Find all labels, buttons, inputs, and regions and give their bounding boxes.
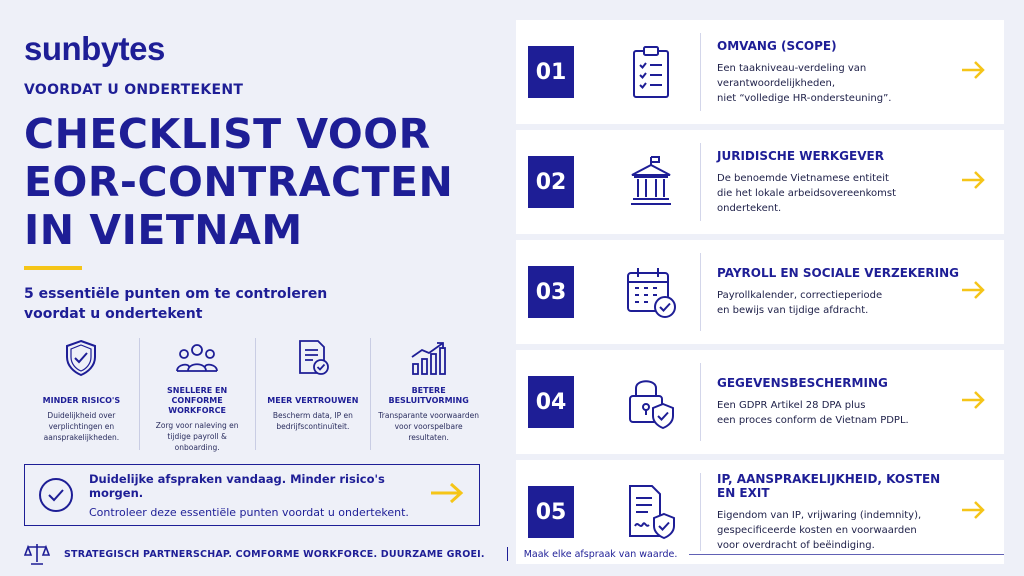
brand-logo: sunbytes [24, 30, 165, 67]
lock-shield-icon [614, 374, 688, 430]
benefit-title: BETERE BESLUITVORMING [388, 386, 469, 405]
shield-check-icon [28, 338, 135, 378]
callout-box [24, 464, 480, 526]
arrow-right-icon [960, 500, 986, 524]
checklist-card [516, 350, 1004, 454]
desc-line: verantwoordelijkheden, [717, 77, 836, 89]
benefit-title: MINDER RISICO'S [42, 396, 121, 405]
calendar-check-icon [614, 265, 688, 319]
item-title: IP, AANSPRAKELIJKHEID, KOSTEN EN EXIT [717, 471, 941, 500]
footer-separator [507, 547, 508, 561]
divider [700, 143, 701, 221]
divider [700, 253, 701, 331]
title-line-3: IN VIETNAM [24, 206, 303, 254]
item-desc [717, 171, 960, 216]
desc-line: niet “volledige HR-ondersteuning”. [717, 92, 892, 104]
item-number: 04 [528, 376, 574, 428]
benefit-item [140, 338, 256, 450]
desc-line: De benoemde Vietnamese entiteit [717, 172, 889, 184]
benefit-desc: Transparante voorwaarden voor voorspelbare resultaten. [378, 411, 479, 442]
benefit-title: MEER VERTROUWEN [267, 396, 359, 405]
desc-line: die het lokale arbeidsovereenkomst [717, 187, 897, 199]
item-desc [717, 61, 960, 106]
item-number: 03 [528, 266, 574, 318]
checklist-card [516, 240, 1004, 344]
desc-line: Eigendom van IP, vrijwaring (indemnity), [717, 509, 922, 521]
item-title: PAYROLL EN SOCIALE VERZEKERING [717, 266, 959, 280]
benefit-item [256, 338, 372, 450]
arrow-right-icon [960, 170, 986, 194]
arrow-right-icon [960, 60, 986, 84]
kicker-text: VOORDAT U ONDERTEKENT [24, 82, 244, 98]
arrow-right-icon [429, 482, 465, 508]
left-panel [24, 0, 494, 530]
title-line-1: CHECKLIST VOOR [24, 110, 431, 158]
clipboard-checklist-icon [614, 45, 688, 99]
item-desc [717, 398, 960, 428]
benefit-title: SNELLERE EN CONFORME WORKFORCE [167, 386, 228, 415]
government-building-icon [614, 155, 688, 209]
footer [24, 540, 1004, 568]
desc-line: ondertekent. [717, 202, 782, 214]
item-number: 02 [528, 156, 574, 208]
item-title: JURIDISCHE WERKGEVER [717, 148, 884, 163]
item-title: OMVANG (SCOPE) [717, 38, 837, 53]
item-desc [717, 288, 960, 318]
callout-subline: Controleer deze essentiële punten voordat u ondertekent. [89, 505, 409, 519]
footer-rule [689, 554, 1004, 555]
benefit-item [24, 338, 140, 450]
callout-headline: Duidelijke afspraken vandaag. Minder risico's morgen. [89, 471, 385, 500]
divider [700, 33, 701, 111]
desc-line: voor overdracht of beëindiging. [717, 539, 875, 551]
subtitle [24, 284, 327, 324]
desc-line: Payrollkalender, correctieperiode [717, 290, 883, 301]
benefit-desc: Zorg voor naleving en tijdige payroll & onboarding. [155, 421, 239, 452]
arrow-right-icon [960, 390, 986, 414]
arrow-right-icon [960, 280, 986, 304]
page-title [24, 110, 453, 254]
subtitle-line-1: 5 essentiële punten om te controleren [24, 286, 328, 302]
growth-chart-icon [375, 338, 482, 378]
benefit-desc: Bescherm data, IP en bedrijfscontinuïteit. [272, 411, 353, 431]
people-group-icon [144, 338, 251, 378]
divider [700, 363, 701, 441]
footer-slogan: Maak elke afspraak van waarde. [523, 548, 678, 560]
benefits-row [24, 338, 486, 450]
item-title: GEGEVENSBESCHERMING [717, 376, 888, 390]
scales-icon [24, 542, 50, 566]
title-underline [24, 266, 82, 270]
benefit-desc: Duidelijkheid over verplichtingen en aansprakelijkheden. [43, 411, 120, 442]
document-check-icon [260, 338, 367, 378]
item-number: 05 [528, 486, 574, 538]
desc-line: gespecificeerde kosten en voorwaarden [717, 524, 917, 536]
subtitle-line-2: voordat u ondertekent [24, 306, 203, 322]
desc-line: een proces conform de Vietnam PDPL. [717, 415, 909, 426]
checklist-card [516, 20, 1004, 124]
desc-line: Een GDPR Artikel 28 DPA plus [717, 400, 866, 411]
footer-tagline: STRATEGISCH PARTNERSCHAP. COMFORME WORKFORCE. DUURZAME GROEI. [64, 548, 485, 560]
desc-line: en bewijs van tijdige afdracht. [717, 305, 869, 316]
benefit-item [371, 338, 486, 450]
desc-line: Een taakniveau-verdeling van [717, 62, 867, 74]
title-line-2: EOR-CONTRACTEN [24, 158, 454, 206]
check-circle-icon [39, 478, 73, 512]
item-number: 01 [528, 46, 574, 98]
checklist-card [516, 130, 1004, 234]
contract-shield-icon [614, 484, 688, 540]
